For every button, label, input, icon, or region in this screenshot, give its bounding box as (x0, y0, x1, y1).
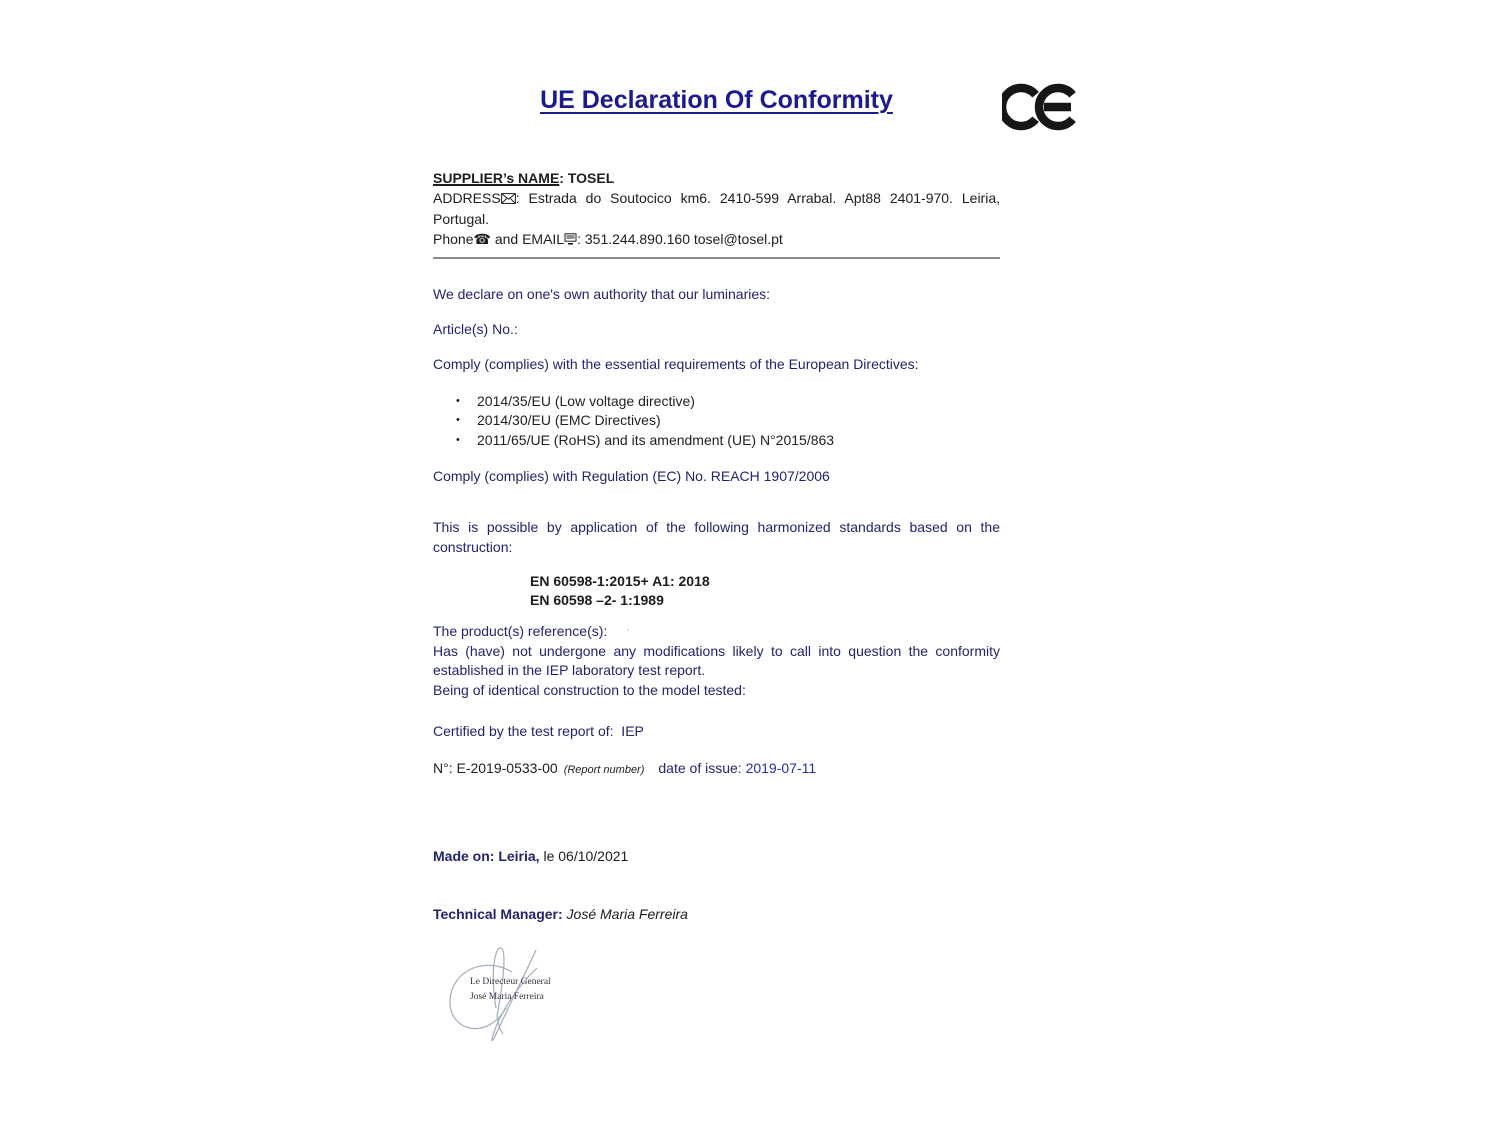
supplier-block (433, 168, 1000, 250)
manager-value: José Maria Ferreira (562, 906, 688, 922)
comply-directives-line: Comply (complies) with the essential requirements of the European Directives: (433, 356, 919, 372)
technical-manager-line (433, 906, 1000, 922)
harmonized-paragraph (433, 518, 1000, 557)
report-number: N°: E-2019-0533-00 (433, 760, 558, 776)
address-label: ADDRESS (433, 190, 501, 206)
standard-line: EN 60598 –2- 1:1989 (530, 592, 664, 608)
modifications-line1: Has (have) not undergone any modifications likely to call into question the conformity (433, 642, 1000, 659)
contact-value: : 351.244.890.160 tosel@tosel.pt (577, 231, 783, 247)
signature-title: Le Directeur General (470, 977, 551, 987)
computer-icon (564, 230, 577, 250)
standard-line: EN 60598-1:2015+ A1: 2018 (530, 573, 710, 589)
signature-name: José Maria Ferreira (470, 992, 544, 1002)
ce-mark-icon (1002, 81, 1077, 133)
signature-stamp (440, 942, 575, 1052)
directive-text: 2014/30/EU (EMC Directives) (477, 412, 661, 429)
issue-date-label: date of issue: (658, 760, 746, 776)
list-item (433, 411, 1000, 430)
made-on-line (433, 848, 1000, 864)
modifications-line2: established in the IEP laboratory test report. (433, 662, 706, 679)
directive-text: 2011/65/UE (RoHS) and its amendment (UE) N°2015/863 (477, 431, 835, 448)
supplier-address-line (433, 188, 1000, 209)
supplier-name-line (433, 168, 1000, 188)
certified-line: Certified by the test report of: IEP (433, 723, 644, 739)
product-paragraph (433, 622, 1000, 700)
harmonized-line2: construction: (433, 538, 513, 555)
made-on-label: Made on: Leiria, (433, 848, 540, 864)
supplier-address-line2: Portugal. (433, 211, 490, 227)
articles-line: Article(s) No.: (433, 321, 518, 337)
address-value: : Estrada do Soutocico km6. 2410-599 Arrabal. Apt88 2401-970. Leiria, (515, 190, 1000, 206)
phone-label: Phone (433, 231, 474, 247)
identical-line: Being of identical construction to the model tested: (433, 681, 746, 698)
supplier-name-value: : TOSEL (559, 170, 615, 186)
standards-block (530, 572, 930, 610)
manager-label: Technical Manager: (433, 906, 563, 922)
issue-date-value: 2019-07-11 (745, 760, 817, 776)
page-title: UE Declaration Of Conformity (540, 86, 893, 114)
directive-text: 2014/35/EU (Low voltage directive) (477, 393, 695, 409)
email-label: and EMAIL (490, 231, 565, 247)
report-line (433, 760, 1000, 776)
bullet-icon: • (456, 395, 460, 407)
stray-mark: · (626, 624, 630, 636)
harmonized-line1: This is possible by application of the following harmonized standards based on the (433, 519, 1000, 535)
bullet-icon: • (456, 433, 460, 446)
product-ref-line: The product(s) reference(s): (433, 623, 608, 639)
supplier-name-label: SUPPLIER’s NAME (433, 170, 560, 186)
made-on-value: le 06/10/2021 (539, 848, 629, 864)
envelope-icon (501, 189, 516, 209)
directives-list (433, 392, 1000, 450)
supplier-contact-line (433, 229, 1000, 250)
report-note: (Report number) (563, 764, 645, 776)
divider-line (433, 257, 1000, 259)
list-item (433, 431, 1000, 450)
declaration-intro: We declare on one's own authority that our luminaries: (433, 286, 771, 302)
phone-icon: ☎ (473, 231, 491, 247)
bullet-icon: • (456, 414, 460, 427)
signature-text (470, 975, 551, 1005)
list-item (433, 392, 1000, 411)
comply-reach-line: Comply (complies) with Regulation (EC) No. REACH 1907/2006 (433, 468, 830, 484)
